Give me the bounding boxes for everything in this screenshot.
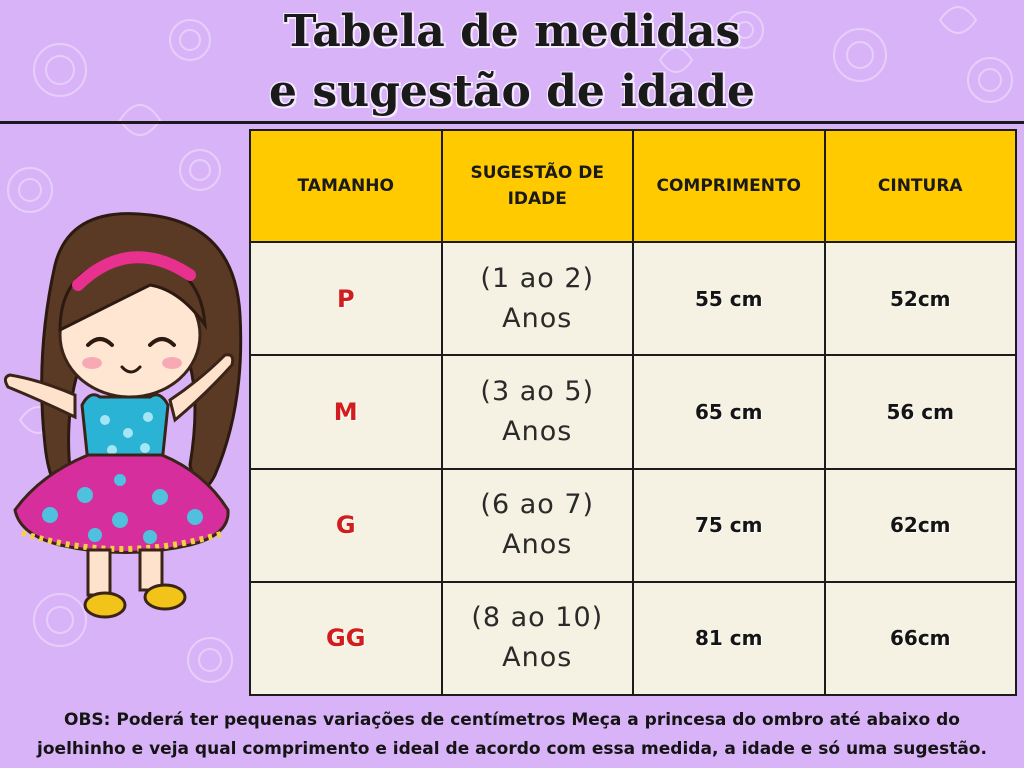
- age-cell: [442, 582, 634, 695]
- header-sugestao-idade-label: SUGESTÃO DE IDADE: [470, 163, 604, 209]
- table-row: [250, 582, 1016, 695]
- age-cell: [442, 355, 634, 468]
- size-cell: [250, 582, 442, 695]
- header-tamanho: TAMANHO: [250, 130, 442, 242]
- size-cell: [250, 469, 442, 582]
- waist-cell: [825, 469, 1017, 582]
- page-title-line-1: Tabela de medidas: [283, 6, 741, 57]
- title-divider: [0, 121, 1024, 124]
- age-range: (3 ao 5): [480, 375, 595, 407]
- observation-note: [0, 706, 1024, 764]
- header-sugestao-idade: [442, 130, 634, 242]
- age-range: (8 ao 10): [471, 602, 604, 634]
- size-label: M: [333, 397, 358, 426]
- length-cell: [633, 582, 825, 695]
- size-table: [249, 129, 1017, 696]
- size-cell: [250, 242, 442, 355]
- age-range: (1 ao 2): [480, 262, 595, 294]
- waist-value: 66cm: [889, 626, 951, 651]
- length-cell: [633, 355, 825, 468]
- length-value: 65 cm: [695, 399, 763, 424]
- length-value: 55 cm: [695, 286, 763, 311]
- waist-value: 56 cm: [886, 399, 954, 424]
- age-unit: Anos: [502, 642, 573, 674]
- length-cell: [633, 242, 825, 355]
- table-row: [250, 242, 1016, 355]
- length-value: 81 cm: [695, 626, 763, 651]
- table-row: [250, 469, 1016, 582]
- cartoon-girl-illustration: [0, 205, 250, 635]
- age-unit: Anos: [502, 415, 573, 447]
- age-cell: [442, 469, 634, 582]
- size-label: P: [336, 284, 355, 313]
- waist-value: 52cm: [889, 286, 951, 311]
- size-label: G: [335, 511, 356, 540]
- size-label: GG: [326, 624, 366, 653]
- table-header-row: [250, 130, 1016, 242]
- length-value: 75 cm: [695, 513, 763, 538]
- observation-note-line-1: OBS: Poderá ter pequenas variações de centímetros Meça a princesa do ombro até abaixo do: [64, 710, 960, 730]
- header-cintura: CINTURA: [825, 130, 1017, 242]
- header-comprimento: COMPRIMENTO: [633, 130, 825, 242]
- waist-cell: [825, 355, 1017, 468]
- observation-note-line-2: joelhinho e veja qual comprimento e ideal de acordo com essa medida, a idade e só uma sugestão.: [37, 739, 987, 759]
- length-cell: [633, 469, 825, 582]
- table-row: [250, 355, 1016, 468]
- age-unit: Anos: [502, 529, 573, 561]
- waist-value: 62cm: [889, 513, 951, 538]
- waist-cell: [825, 582, 1017, 695]
- age-range: (6 ao 7): [480, 489, 595, 521]
- page-title-line-2: e sugestão de idade: [269, 66, 755, 117]
- age-cell: [442, 242, 634, 355]
- age-unit: Anos: [502, 302, 573, 334]
- waist-cell: [825, 242, 1017, 355]
- size-cell: [250, 355, 442, 468]
